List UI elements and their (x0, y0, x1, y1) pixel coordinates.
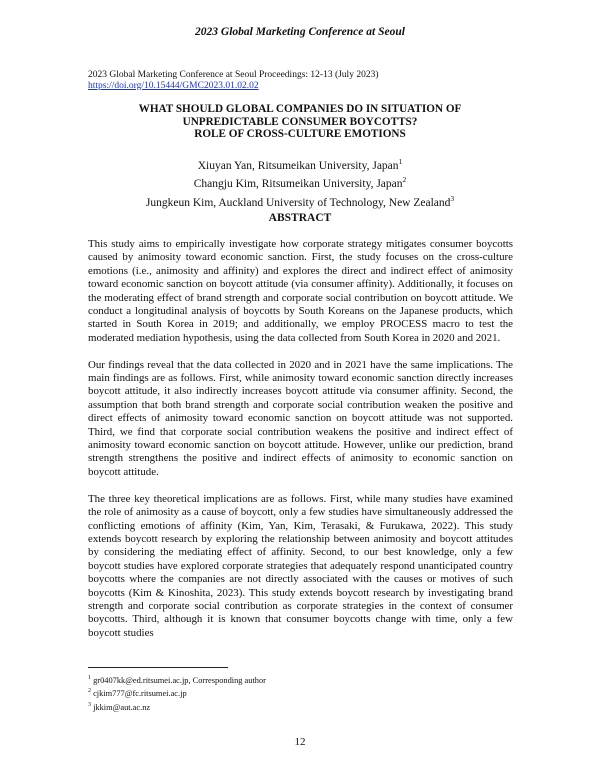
footnote-text: gr0407kk@ed.ritsumei.ac.jp, Corresponding author (93, 675, 266, 685)
title-line: ROLE OF CROSS-CULTURE EMOTIONS (194, 128, 406, 140)
abstract-paragraph: The three key theoretical implications are as follows. First, while many studies have examined the role of animosity as a cause of boycott, only a few studies have simultaneously addressed the conflicting emotions of affinity (Kim, Yan, Kim, Terasaki, & Furukawa, 2022). This study extends boycott research by exploring the relationship between animosity and boycott attitudes by considering the mediating effect of affinity. Second, to our best knowledge, only a few boycott studies have explored corporate strategies that adequately respond unanticipated country boycotts where the companies are not directly associated with the causes or motives of such boycotts (Kim & Kinoshita, 2023). This study extends boycott research by investigating brand strength and corporate social contribution as corporate strategies in the context of consumer boycotts. Third, although it is known that consumer boycotts change with time, only a few boycott studies (88, 492, 513, 639)
title-line: WHAT SHOULD GLOBAL COMPANIES DO IN SITUATION OF (138, 103, 462, 115)
footnote (88, 673, 266, 686)
footnote-divider (88, 667, 228, 668)
footnote-mark: 2 (88, 688, 91, 695)
author-line (60, 192, 540, 210)
footnote-mark: 2 (402, 175, 407, 185)
author-affiliation: Jungkeun Kim, Auckland University of Technology, New Zealand (145, 196, 451, 209)
page-number: 12 (294, 736, 306, 748)
paper-title (60, 103, 540, 141)
author-affiliation: Xiuyan Yan, Ritsumeikan University, Japan (197, 159, 399, 172)
footnote-mark: 1 (88, 675, 91, 681)
proceedings-citation: 2023 Global Marketing Conference at Seoul Proceedings: 12-13 (July 2023) (88, 70, 379, 80)
footnote-text: jkkim@aut.ac.nz (93, 702, 151, 712)
doi-link[interactable]: https://doi.org/10.15444/GMC2023.01.02.02 (88, 81, 259, 91)
title-line: UNPREDICTABLE CONSUMER BOYCOTTS? (182, 115, 418, 128)
footnote (88, 686, 266, 699)
footnote-mark: 3 (450, 193, 455, 203)
proceedings-block (88, 70, 378, 92)
running-header: 2023 Global Marketing Conference at Seoul (195, 26, 405, 38)
author-line (60, 173, 540, 191)
abstract-paragraph: This study aims to empirically investigate how corporate strategy mitigates consumer boycotts caused by animosity toward economic sanction. First, the study focuses on the cross-culture emotions (i.e., animosity and affinity) and explores the direct and indirect effect of animosity toward economic sanction on boycott attitude (via consumer affinity). Additionally, it focuses on the moderating effect of brand strength and corporate social contribution on boycott attitude. We conduct a longitudinal analysis of boycotts by South Koreans on the Japanese products, which started in South Korea in 2019; and additionally, we employ PROCESS macro to test the moderated mediation hypothesis, using the data collected from South Korea in 2020 and 2021. (88, 238, 513, 344)
footnote-mark: 3 (88, 701, 91, 708)
abstract-body (88, 238, 513, 654)
abstract-heading: ABSTRACT (268, 212, 332, 224)
author-line (60, 155, 540, 173)
footnote (88, 700, 266, 713)
footnote-mark: 1 (398, 157, 403, 166)
author-affiliation: Changju Kim, Ritsumeikan University, Japan (193, 178, 403, 191)
author-list (60, 155, 540, 210)
abstract-paragraph: Our findings reveal that the data collected in 2020 and in 2021 have the same implications. The main findings are as follows. First, while animosity toward economic sanction directly increases boycott attitude, it also indirectly increases boycott attitude via consumer affinity. Second, the assumption that both brand strength and corporate social contribution weaken the positive and direct effects of animosity toward economic sanction on boycott attitude was not supported. Third, we find that corporate social contribution weakens the positive and indirect effect of animosity toward economic sanction on boycott attitude. However, unlike our prediction, brand strength strengthens the positive and indirect effects of animosity to economic sanction on boycott attitude. (88, 358, 513, 478)
footnote-text: cjkim777@fc.ritsumei.ac.jp (93, 689, 187, 699)
footnotes (88, 673, 266, 713)
